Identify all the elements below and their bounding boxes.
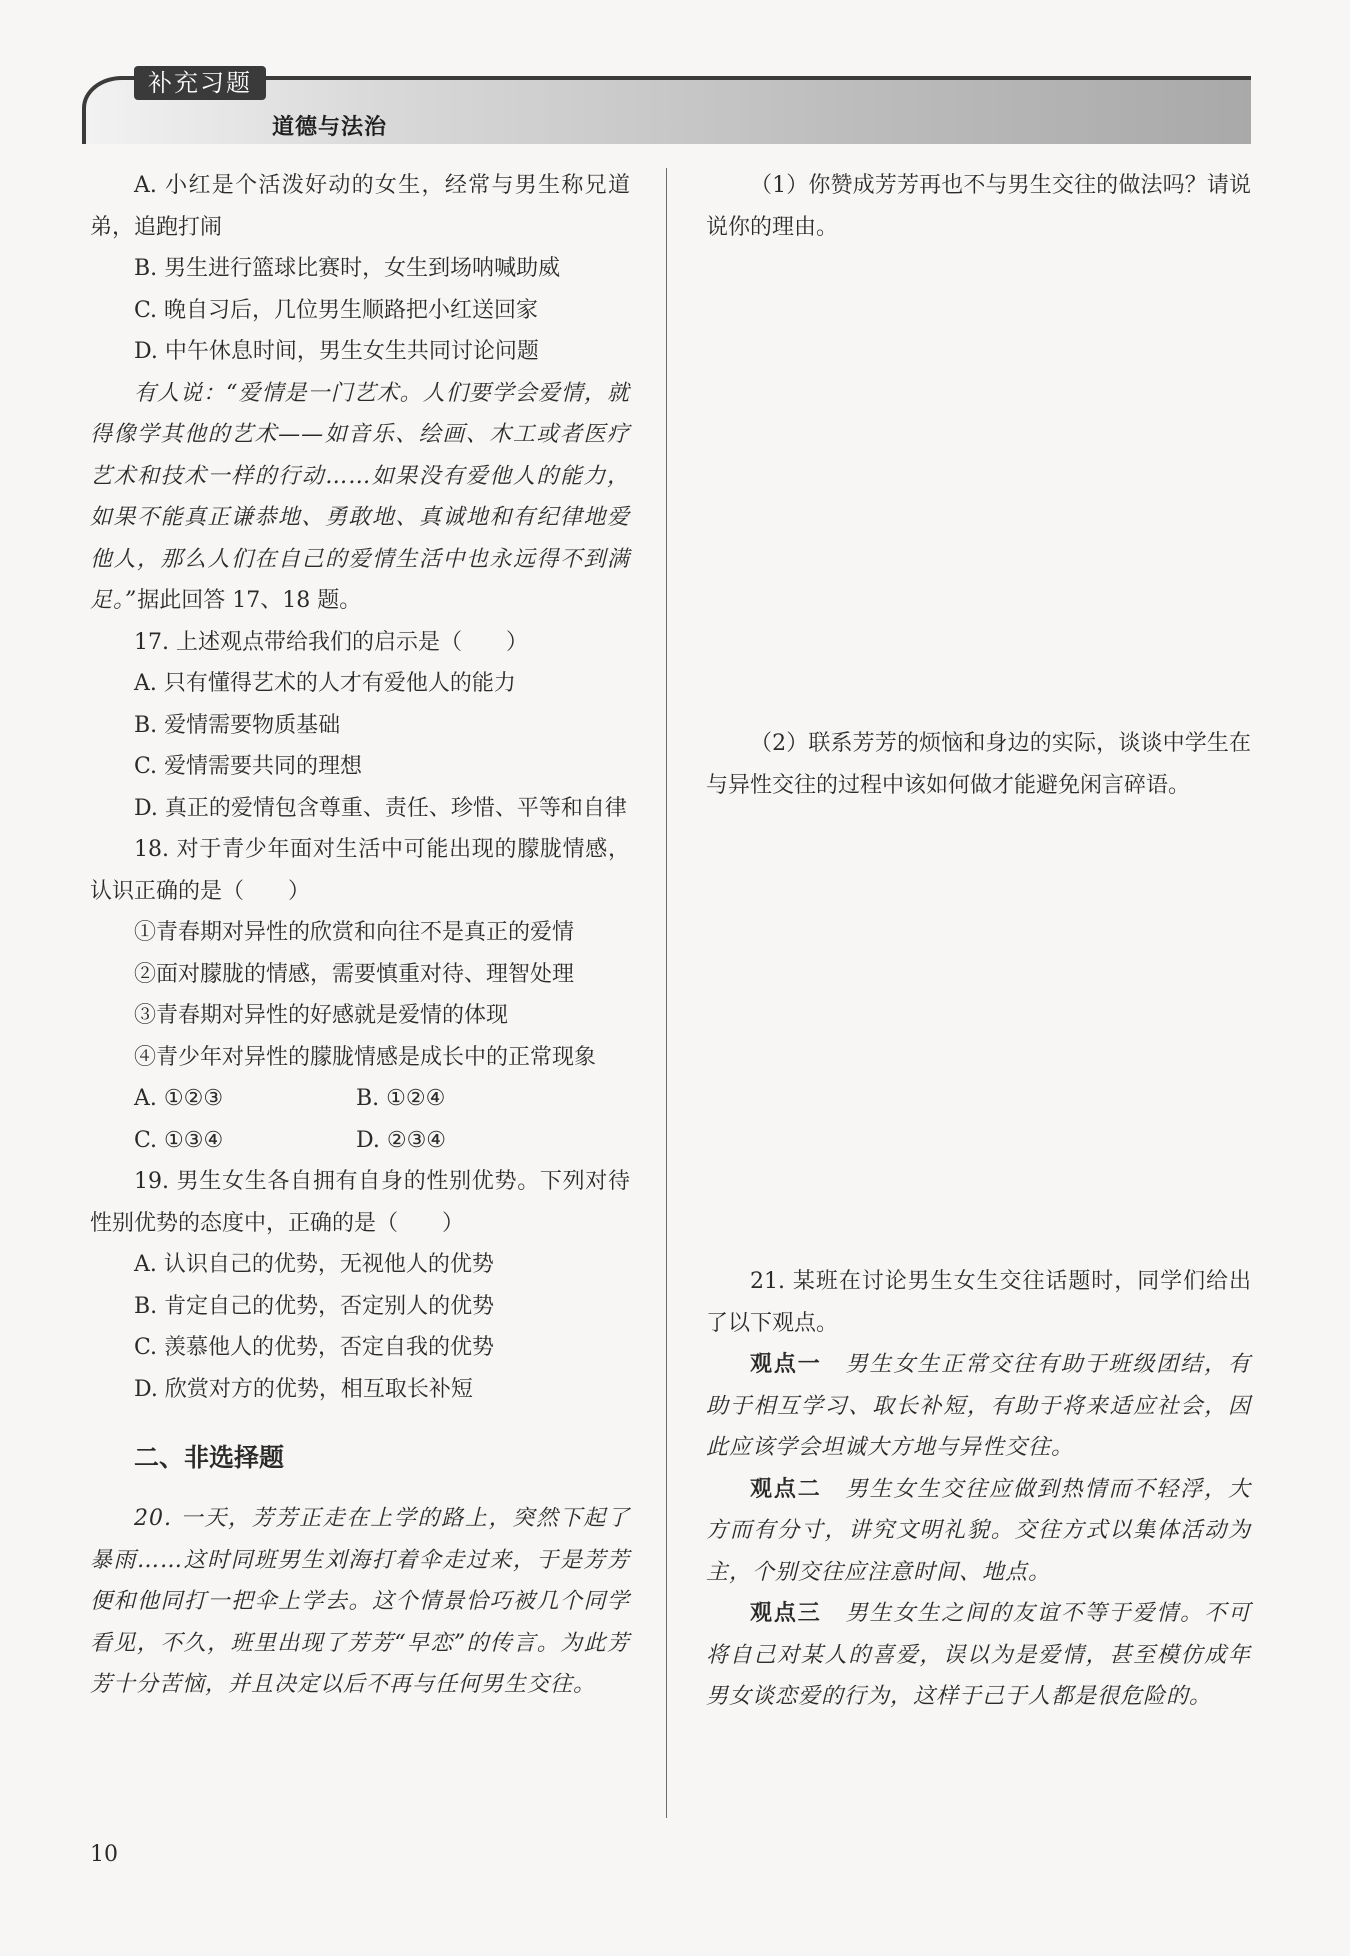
viewpoint-1-label: 观点一 [750,1352,822,1377]
q16-option-c: C. 晚自习后，几位男生顺路把小红送回家 [134,297,539,323]
q19-stem: 19. 男生女生各自拥有自身的性别优势。下列对待性别优势的态度中，正确的是（ ） [90,1169,630,1236]
q19-option-c: C. 羡慕他人的优势，否定自我的优势 [134,1335,495,1360]
quote-instruction: 据此回答 17、18 题。 [137,588,362,613]
subject-title: 道德与法治 [272,115,388,140]
viewpoint-2 [706,1469,1251,1594]
section-heading: 二、非选择题 [134,1443,285,1472]
page-header [82,69,1247,140]
q20-subquestion-2: （2）联系芳芳的烦恼和身边的实际，谈谈中学生在与异性交往的过程中该如何做才能避免闲言碎语。 [706,731,1251,798]
page-number: 10 [90,1842,118,1867]
q18-options-row-1 [90,1078,630,1120]
q16-option-b: B. 男生进行篮球比赛时，女生到场呐喊助威 [134,256,561,281]
q16-option-a: A. 小红是个活泼好动的女生，经常与男生称兄道弟，追跑打闹 [90,173,630,240]
viewpoint-3-label: 观点三 [750,1601,822,1626]
viewpoint-2-label: 观点二 [750,1476,822,1502]
viewpoint-2-text: 男生女生交往应做到热情而不轻浮，大方而有分寸，讲究文明礼貌。交往方式以集体活动为主，个别交往应注意时间、地点。 [706,1476,1251,1585]
love-quote: 有人说：“爱情是一门艺术。人们要学会爱情，就得像学其他的艺术——如音乐、绘画、木工或者医疗艺术和技术一样的行动……如果没有爱他人的能力，如果不能真正谦恭地、勇敢地、真诚地和有纪律地爱他人，那么人们在自己的爱情生活中也永远得不到满足。” [90,380,630,613]
q21-stem: 21. 某班在讨论男生女生交往话题时，同学们给出了以下观点。 [706,1269,1251,1336]
q17-stem: 17. 上述观点带给我们的启示是（ ） [134,629,528,655]
answer-space-2 [706,806,1251,1261]
q17-option-a: A. 只有懂得艺术的人才有爱他人的能力 [134,671,516,696]
column-divider [666,168,667,1818]
q18-option-d: D. ②③④ [356,1127,447,1153]
q19-option-d: D. 欣赏对方的优势，相互取长补短 [134,1376,473,1402]
q18-stem: 18. 对于青少年面对生活中可能出现的朦胧情感，认识正确的是（ ） [90,837,630,904]
q18-option-b: B. ①②④ [356,1086,446,1111]
love-quote-passage [90,373,630,622]
q19-option-b: B. 肯定自己的优势，否定别人的优势 [134,1293,495,1319]
q19-option-a: A. 认识自己的优势，无视他人的优势 [134,1252,494,1277]
q18-statement-2: ②面对朦胧的情感，需要慎重对待、理智处理 [134,961,575,987]
q18-option-c: C. ①③④ [134,1127,224,1153]
viewpoint-3 [706,1593,1251,1718]
q17-option-b: B. 爱情需要物质基础 [134,712,341,738]
q18-statement-4: ④青少年对异性的朦胧情感是成长中的正常现象 [134,1044,597,1070]
q20-passage: 20. 一天，芳芳正走在上学的路上，突然下起了暴雨……这时同班男生刘海打着伞走过来，于是芳芳便和他同打一把伞上学去。这个情景恰巧被几个同学看见，不久，班里出现了芳芳“早恋”的传言。为此芳芳十分苦恼，并且决定以后不再与任何男生交往。 [90,1506,630,1697]
q16-option-d: D. 中午休息时间，男生女生共同讨论问题 [134,339,539,364]
exercise-tag: 补充习题 [134,66,266,100]
q20-subquestion-1: （1）你赞成芳芳再也不与男生交往的做法吗？请说说你的理由。 [706,173,1251,240]
q18-option-a: A. ①②③ [134,1086,224,1111]
left-column [90,165,630,1706]
q17-option-c: C. 爱情需要共同的理想 [134,754,363,779]
viewpoint-1-text: 男生女生正常交往有助于班级团结，有助于相互学习、取长补短，有助于将来适应社会，因此应该学会坦诚大方地与异性交往。 [706,1352,1251,1460]
viewpoint-3-text: 男生女生之间的友谊不等于爱情。不可将自己对某人的喜爱，误以为是爱情，甚至模仿成年男女谈恋爱的行为，这样于己于人都是很危险的。 [706,1601,1251,1709]
answer-space-1 [706,248,1251,723]
q18-statement-1: ①青春期对异性的欣赏和向往不是真正的爱情 [134,920,575,945]
right-column [706,165,1251,1718]
q18-statement-3: ③青春期对异性的好感就是爱情的体现 [134,1003,509,1028]
viewpoint-1 [706,1344,1251,1469]
q17-option-d: D. 真正的爱情包含尊重、责任、珍惜、平等和自律 [134,795,627,821]
q18-options-row-2 [90,1120,630,1162]
